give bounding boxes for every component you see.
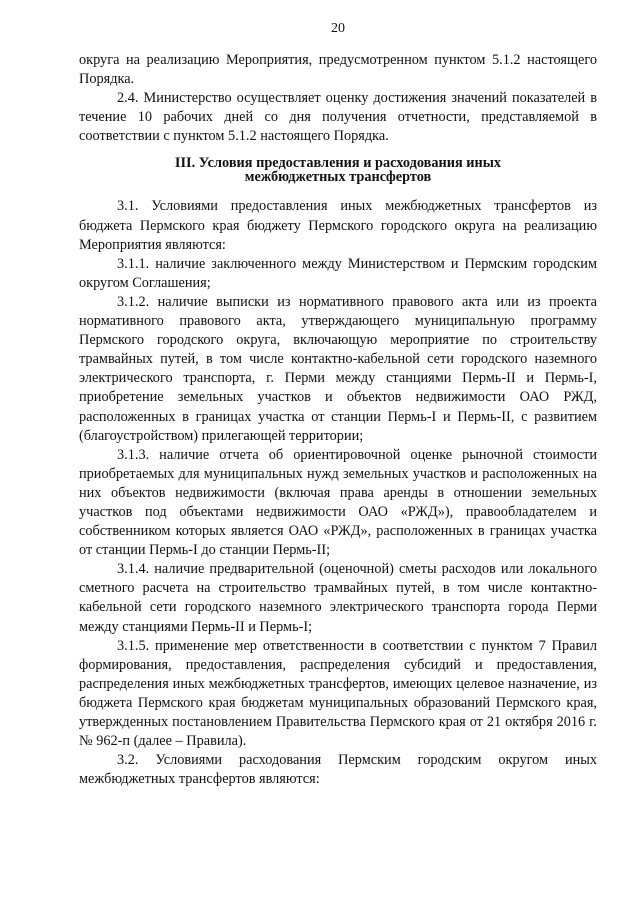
section-heading-line-1: III. Условия предоставления и расходования иных <box>174 155 502 172</box>
paragraph-3-1: 3.1. Условиями предоставления иных межбюджетных трансфертов из бюджета Пермского края бюджету Пермского городского округа на реализацию Мероприятия являются: <box>79 198 597 253</box>
section-heading <box>79 157 597 184</box>
paragraph-3-1-4: 3.1.4. наличие предварительной (оценочной) сметы расходов или локального сметного расчета на строительство трамвайных путей, в том числе контактно-кабельной сети городского наземного электрического транспорта города Перми между станциями Пермь-II и Пермь-I; <box>79 561 597 635</box>
page-number: 20 <box>331 21 345 36</box>
document-body <box>79 51 597 789</box>
paragraph-3-1-5: 3.1.5. применение мер ответственности в соответствии с пунктом 7 Правил формирования, предоставления, распределения субсидий и предоставления, распределения иных межбюджетных трансфертов, имеющих целевое назначение, из бюджета Пермского края бюджетам муниципальных образований Пермского края, утвержденных постановлением Правительства Пермского края от 21 октября 2016 г. № 962-п (далее – Правила). <box>79 637 597 750</box>
paragraph-3-1-3: 3.1.3. наличие отчета об ориентировочной оценке рыночной стоимости приобретаемых для муниципальных нужд земельных участков и расположенных на них объектов недвижимости (включая права аренды в отношении земельных участков под объектами недвижимости ОАО «РЖД»), правообладателем и собственником которых является ОАО «РЖД», расположенных в границах участка от станции Пермь-I до станции Пермь-II; <box>79 446 597 559</box>
paragraph-3-2: 3.2. Условиями расходования Пермским городским округом иных межбюджетных трансфертов являются: <box>79 752 597 788</box>
section-heading-line-2: межбюджетных трансфертов <box>244 168 432 185</box>
paragraph-2-4: 2.4. Министерство осуществляет оценку достижения значений показателей в течение 10 рабочих дней со дня получения отчетности, представляемой в соответствии с пунктом 5.1.2 настоящего Порядка. <box>79 90 597 145</box>
paragraph-continuation: округа на реализацию Мероприятия, предусмотренном пунктом 5.1.2 настоящего Порядка. <box>79 52 597 88</box>
paragraph-3-1-1: 3.1.1. наличие заключенного между Министерством и Пермским городским округом Соглашения; <box>79 255 597 291</box>
paragraph-3-1-2: 3.1.2. наличие выписки из нормативного правового акта или из проекта нормативного правового акта, утверждающего муниципальную программу Пермского городского округа, включающую мероприятие по строительству трамвайных путей, в том числе контактно-кабельной сети городского наземного электрического транспорта, г. Перми между станциями Пермь-II и Пермь-I, приобретение земельных участков и объектов недвижимости ОАО РЖД, расположенных в границах участка от станции Пермь-I и Пермь-II, с развитием (благоустройством) прилегающей территории; <box>79 293 597 444</box>
